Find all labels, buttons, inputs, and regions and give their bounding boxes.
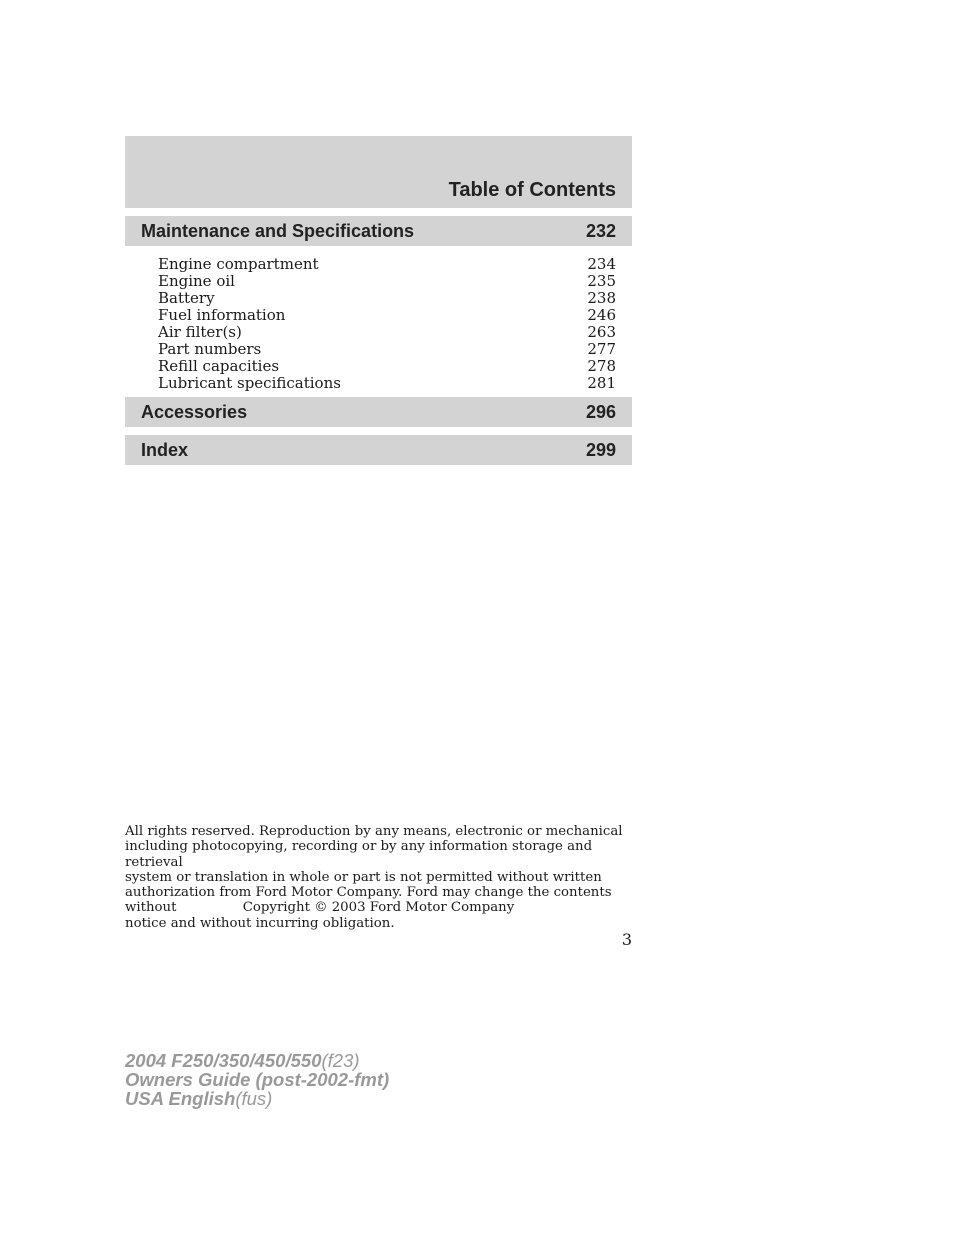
toc-entry[interactable] — [158, 341, 616, 358]
header-box — [125, 136, 632, 208]
toc-entry[interactable] — [158, 375, 616, 392]
toc-entry-page: 234 — [587, 255, 616, 273]
toc-entries — [158, 256, 616, 392]
section-page: 296 — [585, 402, 616, 422]
page-title: Table of Contents — [448, 179, 616, 201]
section-title: Maintenance and Specifications — [141, 221, 415, 241]
toc-entry-page: 246 — [587, 306, 616, 324]
legal-line: system or translation in whole or part is not permitted without written — [125, 869, 602, 885]
toc-entry-label: Air filter(s) — [158, 323, 242, 341]
footer-model-code: (f23) — [321, 1050, 360, 1071]
section-page: 232 — [585, 221, 616, 241]
toc-entry-page: 238 — [587, 289, 616, 307]
toc-entry-label: Engine compartment — [158, 255, 319, 273]
section-maintenance[interactable] — [125, 216, 632, 246]
copyright-notice: Copyright © 2003 Ford Motor Company — [242, 900, 515, 915]
section-title: Index — [141, 440, 189, 460]
toc-entry-label: Fuel information — [158, 306, 286, 324]
toc-entry-page: 278 — [587, 357, 616, 375]
footer-line-model — [125, 1051, 389, 1070]
toc-entry-label: Part numbers — [158, 340, 262, 358]
toc-entry[interactable] — [158, 290, 616, 307]
toc-entry-page: 281 — [587, 374, 616, 392]
toc-entry-label: Lubricant specifications — [158, 374, 341, 392]
legal-line: notice and without incurring obligation. — [125, 915, 395, 931]
section-title: Accessories — [141, 402, 248, 422]
section-page: 299 — [585, 440, 616, 460]
footer-line-guide: Owners Guide (post-2002-fmt) — [125, 1069, 390, 1090]
section-accessories[interactable] — [125, 397, 632, 427]
section-index[interactable] — [125, 435, 632, 465]
toc-entry-page: 277 — [587, 340, 616, 358]
toc-entry[interactable] — [158, 273, 616, 290]
footer-line-language — [125, 1089, 389, 1108]
footer-language-code: (fus) — [235, 1088, 273, 1109]
toc-entry[interactable] — [158, 358, 616, 375]
toc-entry[interactable] — [158, 324, 616, 341]
legal-notice — [125, 824, 632, 931]
page-number: 3 — [621, 930, 632, 949]
footer-language: USA English — [125, 1088, 236, 1109]
legal-line: including photocopying, recording or by any information storage and retrieval — [125, 839, 593, 870]
toc-entry-page: 263 — [587, 323, 616, 341]
toc-entry[interactable] — [158, 256, 616, 273]
toc-entry-label: Refill capacities — [158, 357, 280, 375]
document-footer — [125, 1051, 389, 1108]
legal-line: authorization from Ford Motor Company. Ford may change the contents without — [125, 885, 612, 916]
toc-entry[interactable] — [158, 307, 616, 324]
toc-entry-label: Engine oil — [158, 272, 235, 290]
footer-model: 2004 F250/350/450/550 — [125, 1050, 322, 1071]
toc-entry-page: 235 — [587, 272, 616, 290]
toc-entry-label: Battery — [158, 289, 215, 307]
legal-line: All rights reserved. Reproduction by any means, electronic or mechanical — [125, 824, 623, 839]
